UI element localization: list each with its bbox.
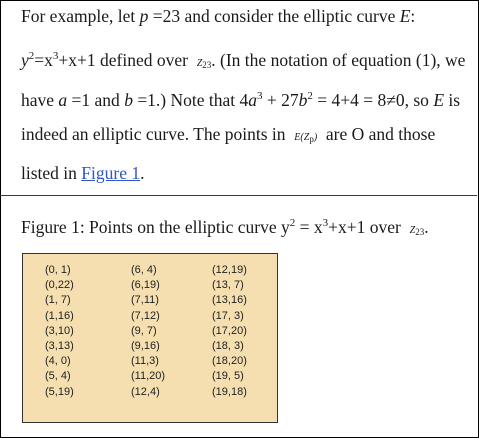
point: (3,13)	[45, 339, 74, 352]
point: (19,18)	[212, 385, 247, 398]
figure-caption	[21, 217, 429, 238]
text: =1 and	[67, 90, 125, 110]
var-b: b	[124, 90, 133, 110]
point: (18, 3)	[212, 339, 244, 352]
points-column-3	[212, 263, 247, 400]
point: (4, 0)	[45, 355, 71, 368]
points-column-1	[45, 263, 74, 400]
var-b: b	[298, 90, 308, 110]
field-Z: Z	[303, 132, 310, 143]
figure-link[interactable]: Figure 1	[81, 163, 141, 183]
var-a: a	[248, 90, 258, 110]
text: + 27	[262, 90, 299, 110]
point: (11,3)	[131, 355, 159, 368]
text: +x+1 over	[328, 217, 406, 237]
var-E: E	[399, 6, 411, 26]
points-column-2	[131, 263, 165, 400]
point: (5,19)	[45, 385, 74, 398]
point: (12,19)	[212, 264, 247, 276]
point: (6,19)	[131, 279, 160, 292]
point: (1,16)	[45, 309, 74, 322]
text: indeed an elliptic curve. The points in	[21, 124, 290, 144]
text: = x	[295, 217, 323, 237]
point: (17, 3)	[212, 309, 244, 322]
subscript: 23	[202, 60, 212, 70]
point: (7,11)	[131, 294, 159, 307]
text: have	[21, 90, 59, 110]
exponent: 2	[307, 90, 313, 102]
paragraph-line-1	[21, 6, 471, 26]
point: (12,4)	[131, 385, 160, 398]
exponent: 3	[322, 217, 329, 229]
text: is	[444, 90, 461, 110]
paragraph-line-3	[21, 86, 471, 110]
point: (17,20)	[212, 324, 247, 337]
text: =1.) Note that 4	[132, 90, 249, 110]
paragraph-line-5	[21, 163, 471, 183]
point: (9, 7)	[131, 324, 157, 337]
point: (9,16)	[131, 339, 160, 352]
point: (13,16)	[212, 294, 247, 307]
text: :	[410, 6, 416, 26]
point: (19, 5)	[212, 370, 244, 383]
set-E: E	[294, 132, 301, 143]
paren: (	[300, 132, 304, 143]
point: (7,12)	[131, 309, 160, 322]
var-a: a	[58, 90, 68, 110]
exponent: 2	[289, 217, 296, 229]
paragraph-line-2	[21, 46, 471, 75]
point: (18,20)	[212, 355, 247, 368]
text: For example, let	[21, 6, 140, 26]
text: =23 and consider the elliptic curve	[148, 6, 400, 26]
subscript: 23	[415, 227, 425, 237]
point: (0, 1)	[45, 264, 71, 276]
field-Z: Z	[196, 58, 203, 69]
var-E: E	[433, 90, 445, 110]
point: (1, 7)	[45, 294, 71, 307]
subscript: p	[309, 134, 314, 144]
point: (13, 7)	[212, 279, 244, 292]
text: =x	[34, 50, 53, 70]
text: .	[424, 217, 429, 237]
paren: )	[313, 132, 318, 143]
paragraph-line-4	[21, 124, 471, 149]
points-table	[22, 253, 278, 423]
text: are O and those	[321, 124, 436, 144]
exponent: 2	[28, 50, 35, 62]
text: listed in	[21, 163, 82, 183]
divider	[0, 195, 477, 196]
text: .	[140, 163, 145, 183]
point: (11,20)	[131, 370, 166, 383]
point: (6, 4)	[131, 264, 157, 276]
exponent: 3	[257, 90, 263, 102]
field-Z: Z	[409, 225, 416, 236]
var-y: y	[21, 50, 29, 70]
point: (0,22)	[45, 279, 74, 292]
text: = 4+4 = 8≠0, so	[312, 90, 434, 110]
point: (3,10)	[45, 324, 74, 337]
point: (5, 4)	[45, 370, 71, 383]
exponent: 3	[52, 50, 59, 62]
text: +x+1 defined over	[58, 50, 193, 70]
var-p: p	[139, 6, 149, 26]
text: . (In the notation of equation (1), we	[211, 50, 466, 70]
text: Figure 1: Points on the elliptic curve y	[21, 217, 290, 237]
